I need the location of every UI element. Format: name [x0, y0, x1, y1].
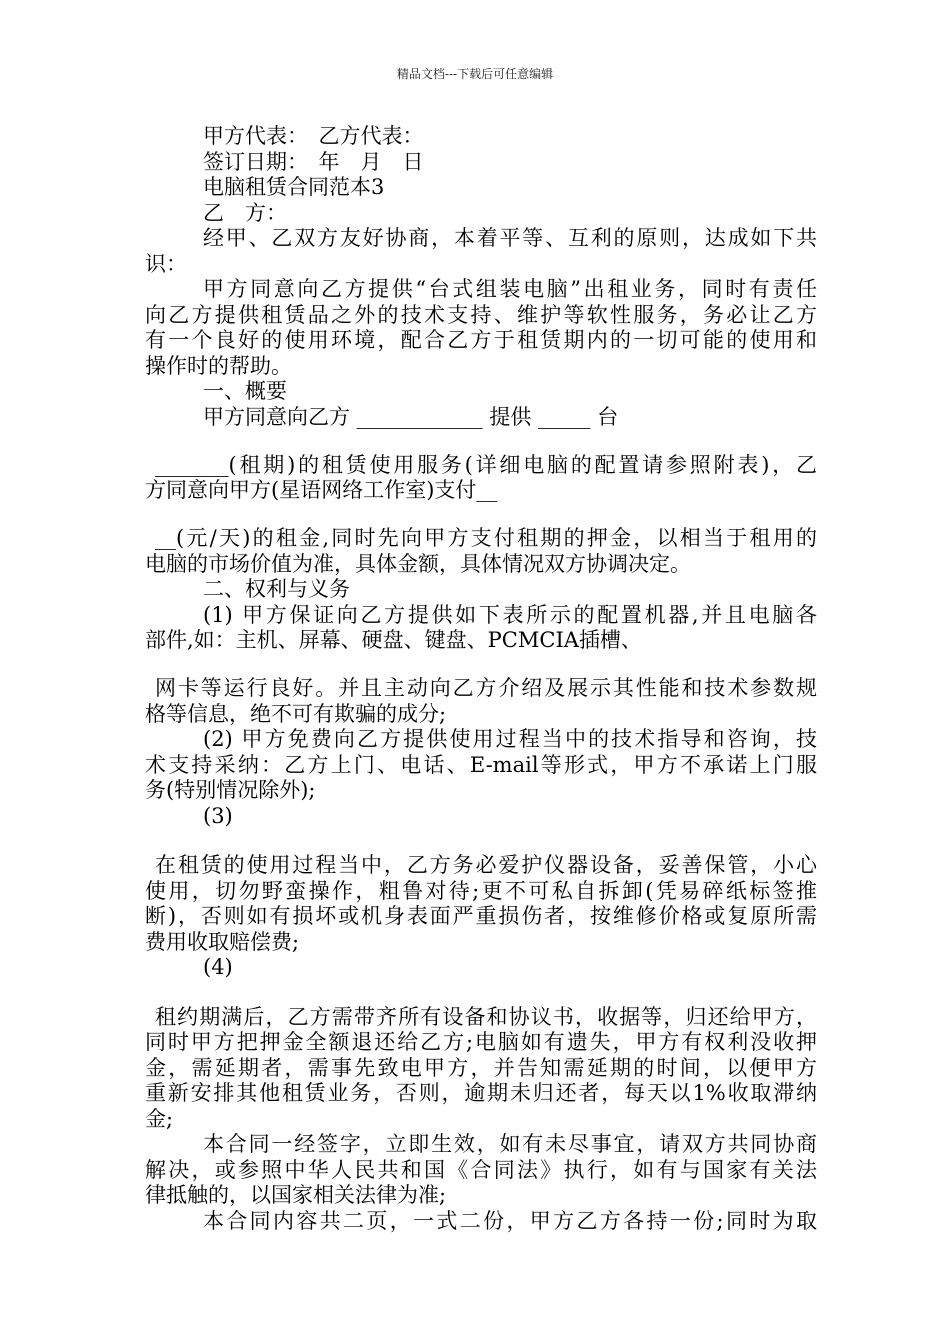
text-line: 断)，否则如有损坏或机身表面严重损伤者，按维修价格或复原所需 — [145, 904, 817, 928]
text-line: _______(租期)的租赁使用服务(详细电脑的配置请参照附表)，乙 — [155, 452, 817, 477]
text-line: (1) 甲方保证向乙方提供如下表所示的配置机器,并且电脑各 — [203, 602, 817, 627]
text-line: 网卡等运行良好。并且主动向乙方介绍及展示其性能和技术参数规 — [155, 676, 817, 700]
text-line: 电脑的市场价值为准，具体金额，具体情况双方协调决定。 — [145, 551, 691, 576]
text-line: (3) — [203, 803, 233, 828]
text-line: 同时甲方把押金全额退还给乙方;电脑如有遗失，甲方有权利没收押 — [145, 1030, 817, 1054]
text-line: 金; — [145, 1106, 174, 1131]
text-line: 方同意向甲方(星语网络工作室)支付__ — [145, 478, 498, 502]
text-line: 务(特别情况除外); — [145, 778, 316, 802]
text-line: 签订日期： 年 月 日 — [203, 149, 424, 174]
text-line: 识： — [145, 251, 187, 276]
text-line: 本合同一经签字，立即生效，如有未尽事宜，请双方共同协商 — [203, 1132, 817, 1156]
section-heading: 二、权利与义务 — [203, 577, 350, 601]
text-line: 格等信息，绝不可有欺骗的成分; — [145, 701, 447, 726]
spacer — [145, 829, 817, 853]
text-line: 经甲、乙双方友好协商，本着平等、互利的原则，达成如下共 — [203, 226, 817, 250]
text-line: 金，需延期者，需事先致电甲方，并告知需延期的时间，以便甲方 — [145, 1055, 817, 1080]
text-line: (2) 甲方免费向乙方提供使用过程当中的技术指导和咨询，技 — [203, 727, 817, 751]
text-line: 甲方代表： 乙方代表： — [203, 124, 424, 148]
spacer — [145, 654, 817, 677]
spacer — [145, 430, 817, 453]
text-line: __(元/天)的租金,同时先向甲方支付租期的押金，以相当于租用的 — [155, 526, 817, 550]
text-line: 费用收取赔偿费; — [145, 929, 300, 954]
text-line: 部件,如：主机、屏幕、硬盘、键盘、PCMCIA插槽、 — [145, 628, 642, 652]
text-line: 有一个良好的使用环境，配合乙方于租赁期内的一切可能的使用和 — [145, 328, 817, 352]
text-line: 术支持采纳：乙方上门、电话、E-mail等形式，甲方不承诺上门服 — [145, 752, 817, 777]
text-line: 在租赁的使用过程当中，乙方务必爱护仪器设备，妥善保管，小心 — [155, 853, 817, 877]
text-line: 使用，切勿野蛮操作，粗鲁对待;更不可私自拆卸(凭易碎纸标签推 — [145, 878, 817, 903]
document-body — [145, 124, 817, 1234]
text-line: 租约期满后，乙方需带齐所有设备和协议书，收据等，归还给甲方， — [155, 1004, 817, 1029]
spacer — [145, 981, 817, 1005]
text-line: 甲方同意向乙方 ____________ 提供 _____ 台 — [203, 404, 619, 429]
text-line: 律抵触的，以国家相关法律为准; — [145, 1183, 447, 1207]
text-line: 重新安排其他租赁业务，否则，逾期未归还者，每天以1%收取滞纳 — [145, 1081, 817, 1105]
page-header: 精品文档---下载后可任意编辑 — [396, 67, 554, 81]
text-line: (4) — [203, 955, 233, 979]
text-line: 电脑租赁合同范本3 — [203, 175, 385, 199]
section-heading: 一、概要 — [203, 379, 287, 403]
text-line: 向乙方提供租赁品之外的技术支持、维护等软性服务，务必让乙方 — [145, 302, 817, 327]
text-line: 乙 方： — [203, 200, 287, 225]
text-line: 本合同内容共二页，一式二份，甲方乙方各持一份;同时为取 — [203, 1208, 817, 1233]
text-line: 解决，或参照中华人民共和国《合同法》执行，如有与国家有关法 — [145, 1157, 817, 1182]
text-line: 甲方同意向乙方提供“台式组装电脑”出租业务，同时有责任 — [203, 277, 817, 301]
spacer — [145, 504, 817, 527]
text-line: 操作时的帮助。 — [145, 353, 292, 378]
